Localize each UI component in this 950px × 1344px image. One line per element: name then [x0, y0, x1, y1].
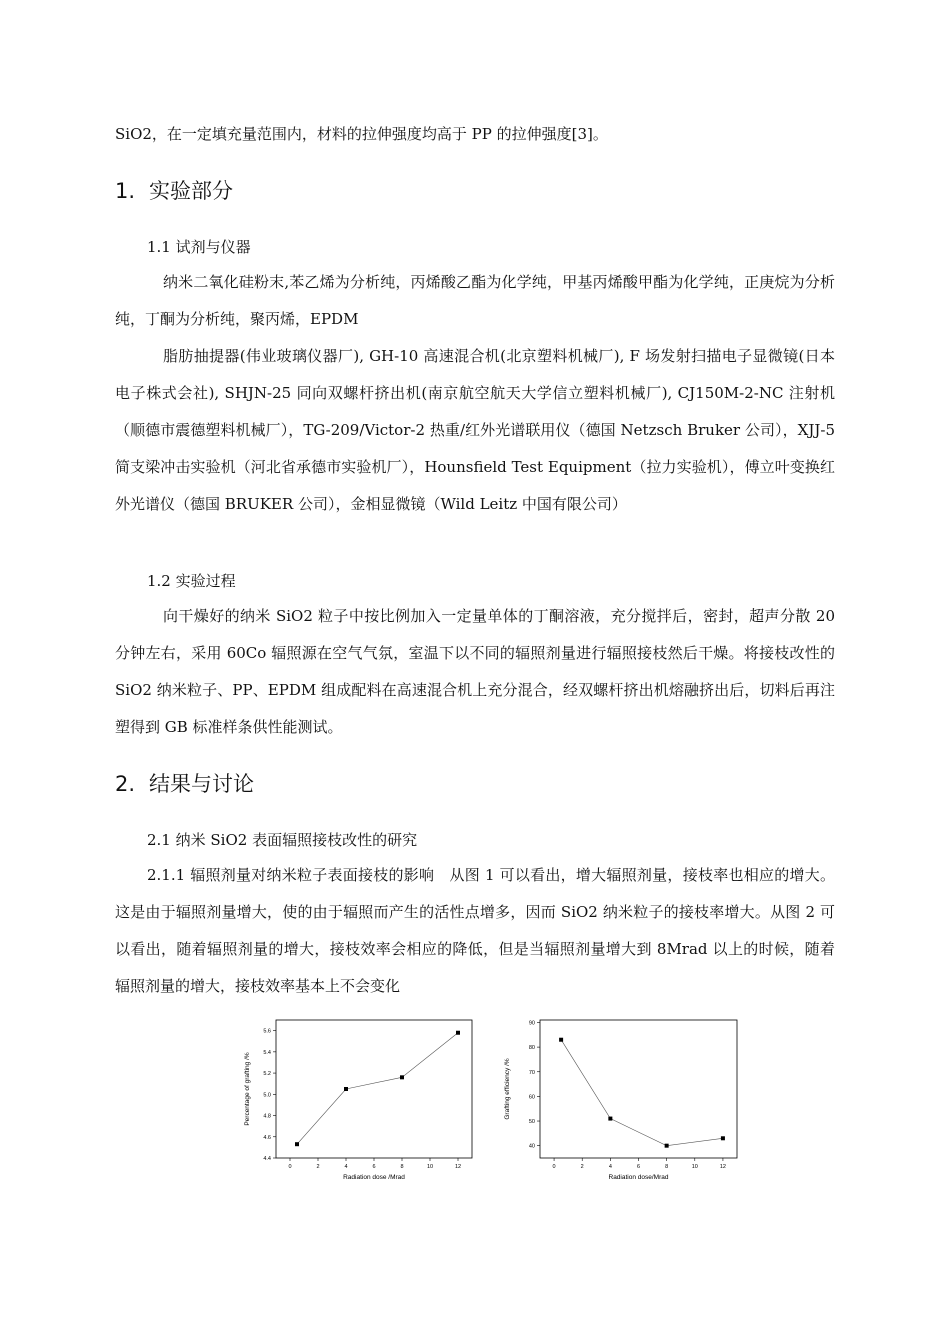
data-point [456, 1031, 460, 1035]
y-tick-label: 50 [528, 1119, 535, 1126]
x-tick-label: 6 [636, 1164, 641, 1170]
x-tick-label: 0 [288, 1164, 292, 1170]
y-axis-label: Grafting efficiency /% [504, 1058, 511, 1120]
section-number: 1. [115, 179, 136, 203]
plot-frame [276, 1020, 472, 1158]
series-line [561, 1040, 723, 1146]
data-point [295, 1142, 299, 1146]
subsection-heading-surface-grafting: 2.1 纳米 SiO2 表面辐照接枝改性的研究 [147, 831, 418, 849]
x-tick-label: 4 [608, 1164, 612, 1170]
y-tick-label: 5.0 [263, 1092, 271, 1099]
y-tick-label: 40 [528, 1143, 535, 1150]
results-paragraph: 2.1.1 辐照剂量对纳米粒子表面接枝的影响 从图 1 可以看出，增大辐照剂量，接枝率也相应的增大。这是由于辐照剂量增大，使的由于辐照而产生的活性点增多，因而 SiO2 纳米粒子的接枝率增大。从图 2 可以看出，随着辐照剂量的增大，接枝效率会相应的降低，但是当辐照剂量增大到 8Mrad 以上的时候，随着辐照剂量的增大，接枝效率基本上不会变化 [115, 866, 835, 995]
y-tick-label: 70 [528, 1069, 535, 1076]
y-tick-label: 5.2 [263, 1071, 271, 1078]
reagents-paragraph: 纳米二氧化硅粉末,苯乙烯为分析纯，丙烯酸乙酯为化学纯，甲基丙烯酸甲酯为化学纯，正庚烷为分析纯，丁酮为分析纯，聚丙烯，EPDM [115, 273, 835, 328]
section-heading-results [115, 770, 254, 798]
chart-grafting-percentage [240, 1012, 480, 1187]
data-point [400, 1075, 404, 1079]
section-title: 实验部分 [149, 179, 233, 203]
x-tick-label: 4 [344, 1164, 348, 1170]
x-axis-label: Radiation dose /Mrad [343, 1174, 405, 1181]
x-tick-label: 6 [372, 1164, 376, 1170]
series-line [297, 1033, 458, 1144]
y-tick-label: 90 [528, 1020, 535, 1027]
y-tick-label: 4.4 [263, 1156, 271, 1162]
subsection-heading-reagents: 1.1 试剂与仪器 [147, 238, 251, 256]
section-heading-experimental [115, 177, 233, 205]
x-tick-label: 0 [552, 1164, 556, 1170]
plot-frame [540, 1020, 737, 1158]
figure-grafting-efficiency [500, 1012, 745, 1187]
data-point [608, 1117, 612, 1121]
data-point [721, 1136, 725, 1140]
x-tick-label: 10 [691, 1164, 698, 1170]
chart-grafting-efficiency [500, 1012, 745, 1187]
x-tick-label: 12 [719, 1164, 726, 1170]
y-tick-label: 5.4 [263, 1049, 271, 1056]
section-number: 2. [115, 772, 136, 796]
data-point [665, 1144, 669, 1148]
data-point [344, 1087, 348, 1091]
x-tick-label: 12 [454, 1164, 462, 1170]
x-tick-label: 8 [665, 1164, 669, 1170]
subsection-heading-process: 1.2 实验过程 [147, 572, 236, 590]
x-tick-label: 8 [400, 1164, 404, 1170]
x-tick-label: 2 [580, 1164, 584, 1170]
x-axis-label: Radiation dose/Mrad [608, 1174, 669, 1181]
instruments-paragraph: 脂肪抽提器(伟业玻璃仪器厂), GH-10 高速混合机(北京塑料机械厂), F 场发射扫描电子显微镜(日本电子株式会社), SHJN-25 同向双螺杆挤出机(南京航空航天大学信立塑料机械厂), CJ150M-2-NC 注射机（顺德市震德塑料机械厂），TG-209/Victor-2 热重/红外光谱联用仪（德国 Netzsch Bruker 公司），XJJ-5 简支梁冲击实验机（河北省承德市实验机厂），Hounsfield Test Equipment（拉力实验机），傅立叶变换红外光谱仪（德国 BRUKER 公司），金相显微镜（Wild Leitz 中国有限公司） [115, 347, 835, 513]
section-title: 结果与讨论 [149, 772, 254, 796]
x-tick-label: 10 [426, 1164, 434, 1170]
y-tick-label: 5.6 [263, 1028, 271, 1035]
figure-grafting-percentage [240, 1012, 480, 1187]
data-point [559, 1038, 563, 1042]
y-tick-label: 80 [528, 1045, 535, 1052]
process-paragraph: 向干燥好的纳米 SiO2 粒子中按比例加入一定量单体的丁酮溶液，充分搅拌后，密封，超声分散 20 分钟左右，采用 60Co 辐照源在空气气氛，室温下以不同的辐照剂量进行辐照接枝然后干燥。将接枝改性的 SiO2 纳米粒子、PP、EPDM 组成配料在高速混合机上充分混合，经双螺杆挤出机熔融挤出后，切料后再注塑得到 GB 标准样条供性能测试。 [115, 607, 835, 736]
y-tick-label: 60 [528, 1094, 535, 1101]
x-tick-label: 2 [316, 1164, 320, 1170]
intro-paragraph-tail: SiO2，在一定填充量范围内，材料的拉伸强度均高于 PP 的拉伸强度[3]。 [115, 125, 608, 143]
y-tick-label: 4.6 [263, 1134, 271, 1141]
y-axis-label: Percentage of grafting /% [244, 1052, 251, 1126]
y-tick-label: 4.8 [263, 1113, 271, 1120]
